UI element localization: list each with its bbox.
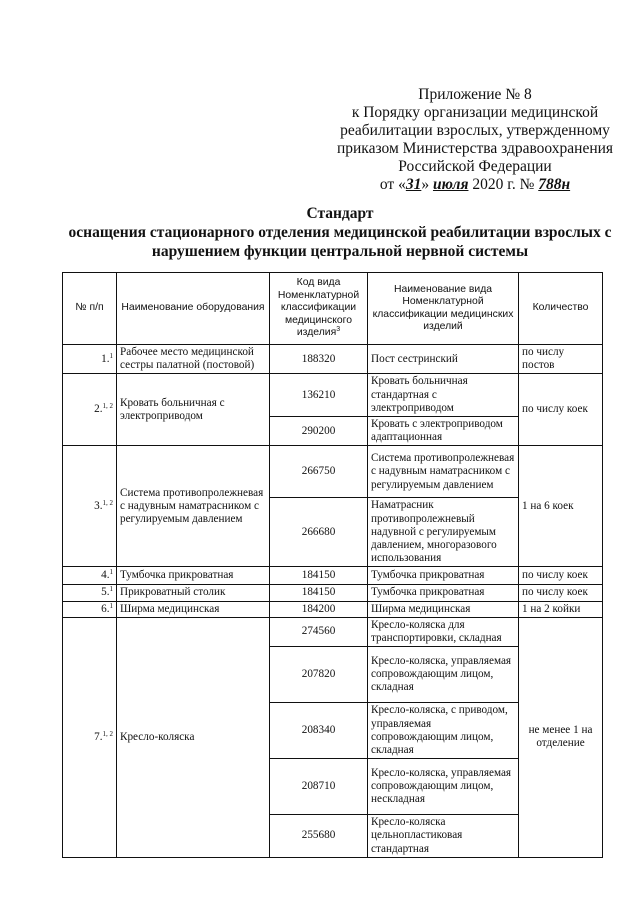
nomenclature-kind: Система противопролежневая с надувным наматрасником с регулируемым давлением <box>368 446 519 498</box>
table-body <box>63 345 603 858</box>
date-mid: » <box>421 176 433 193</box>
header-code-sup: 3 <box>336 326 341 334</box>
row-footnote-sup: 1 <box>109 568 113 577</box>
nomenclature-code: 184150 <box>270 585 368 601</box>
nomenclature-kind: Кресло-коляска, управляемая сопровождающим лицом, нескладная <box>368 759 519 815</box>
nomenclature-kind: Кресло-коляска для транспортировки, складная <box>368 617 519 646</box>
nomenclature-kind: Кресло-коляска, с приводом, управляемая сопровождающим лицом, складная <box>368 703 519 759</box>
table-row <box>63 601 603 617</box>
nomenclature-code: 255680 <box>270 815 368 858</box>
header-kind: Наименование вида Номенклатурной классификации медицинских изделий <box>368 273 519 345</box>
nomenclature-kind: Кровать с электроприводом адаптационная <box>368 417 519 446</box>
header-qty: Количество <box>519 273 603 345</box>
appendix-header <box>330 86 620 194</box>
nomenclature-kind: Тумбочка прикроватная <box>368 585 519 601</box>
row-number-text: 6. <box>101 602 110 615</box>
header-code <box>270 273 368 345</box>
row-number-text: 3. <box>94 499 103 512</box>
quantity: по числу коек <box>519 567 603 585</box>
nomenclature-kind: Кресло-коляска, управляемая сопровождающим лицом, складная <box>368 647 519 703</box>
document-title <box>40 204 640 261</box>
nomenclature-code: 184150 <box>270 567 368 585</box>
appendix-line-2: к Порядку организации медицинской <box>351 104 599 121</box>
nomenclature-kind: Кресло-коляска цельнопластиковая стандартная <box>368 815 519 858</box>
date-day: 31 <box>405 176 422 193</box>
equipment-name: Ширма медицинская <box>117 601 270 617</box>
header-equipment: Наименование оборудования <box>117 273 270 345</box>
header-code-text: Код вида Номенклатурной классификации медицинского изделия <box>277 277 360 339</box>
row-footnote-sup: 1 <box>109 351 113 360</box>
nomenclature-code: 208340 <box>270 703 368 759</box>
row-number <box>63 585 117 601</box>
nomenclature-kind: Наматрасник противопролежневый надувной с регулируемым давлением, многоразового использования <box>368 498 519 567</box>
row-number <box>63 567 117 585</box>
nomenclature-code: 266750 <box>270 446 368 498</box>
quantity: 1 на 6 коек <box>519 446 603 567</box>
title-line-3: нарушением функции центральной нервной системы <box>151 243 529 260</box>
row-number-text: 4. <box>101 569 110 582</box>
nomenclature-kind: Кровать больничная стандартная с электроприводом <box>368 374 519 417</box>
nomenclature-kind: Ширма медицинская <box>368 601 519 617</box>
appendix-line-5: Российской Федерации <box>398 158 552 175</box>
table-row <box>63 567 603 585</box>
equipment-name: Кровать больничная с электроприводом <box>117 374 270 446</box>
row-footnote-sup: 1 <box>109 601 113 610</box>
appendix-line-4: приказом Министерства здравоохранения <box>336 140 614 157</box>
row-footnote-sup: 1, 2 <box>102 498 113 507</box>
row-number <box>63 374 117 446</box>
row-footnote-sup: 1 <box>109 585 113 594</box>
row-number-text: 2. <box>94 403 103 416</box>
nomenclature-code: 266680 <box>270 498 368 567</box>
order-number: 788н <box>538 176 571 193</box>
appendix-number: Приложение № 8 <box>418 86 532 103</box>
table-header-row <box>63 273 603 345</box>
nomenclature-code: 208710 <box>270 759 368 815</box>
nomenclature-code: 207820 <box>270 647 368 703</box>
row-number-text: 7. <box>94 730 103 743</box>
appendix-line-3: реабилитации взрослых, утвержденному <box>340 122 610 139</box>
date-month: июля <box>432 176 469 193</box>
row-footnote-sup: 1, 2 <box>102 402 113 411</box>
quantity: 1 на 2 койки <box>519 601 603 617</box>
equipment-name: Тумбочка прикроватная <box>117 567 270 585</box>
row-number <box>63 601 117 617</box>
table-row <box>63 446 603 498</box>
nomenclature-code: 274560 <box>270 617 368 646</box>
appendix-date-line <box>330 176 620 194</box>
date-year: 2020 г. № <box>468 176 539 193</box>
table-row <box>63 374 603 417</box>
nomenclature-kind: Пост сестринский <box>368 345 519 374</box>
date-prefix: от « <box>379 176 406 193</box>
row-footnote-sup: 1, 2 <box>102 729 113 738</box>
equipment-name: Прикроватный столик <box>117 585 270 601</box>
nomenclature-code: 188320 <box>270 345 368 374</box>
nomenclature-code: 136210 <box>270 374 368 417</box>
equipment-table <box>62 272 603 858</box>
table-row <box>63 345 603 374</box>
title-line-1: Стандарт <box>306 205 374 222</box>
quantity: по числу постов <box>519 345 603 374</box>
nomenclature-code: 184200 <box>270 601 368 617</box>
nomenclature-code: 290200 <box>270 417 368 446</box>
quantity: по числу коек <box>519 374 603 446</box>
title-line-2: оснащения стационарного отделения медицинской реабилитации взрослых с <box>68 224 612 241</box>
equipment-name: Система противопролежневая с надувным наматрасником с регулируемым давлением <box>117 446 270 567</box>
equipment-name: Рабочее место медицинской сестры палатной (постовой) <box>117 345 270 374</box>
nomenclature-kind: Тумбочка прикроватная <box>368 567 519 585</box>
row-number-text: 1. <box>101 352 110 365</box>
row-number-text: 5. <box>101 586 110 599</box>
equipment-name: Кресло-коляска <box>117 617 270 857</box>
quantity: по числу коек <box>519 585 603 601</box>
quantity: не менее 1 на отделение <box>519 617 603 857</box>
header-num: № п/п <box>63 273 117 345</box>
row-number <box>63 345 117 374</box>
row-number <box>63 446 117 567</box>
table-row <box>63 617 603 646</box>
table-row <box>63 585 603 601</box>
row-number <box>63 617 117 857</box>
